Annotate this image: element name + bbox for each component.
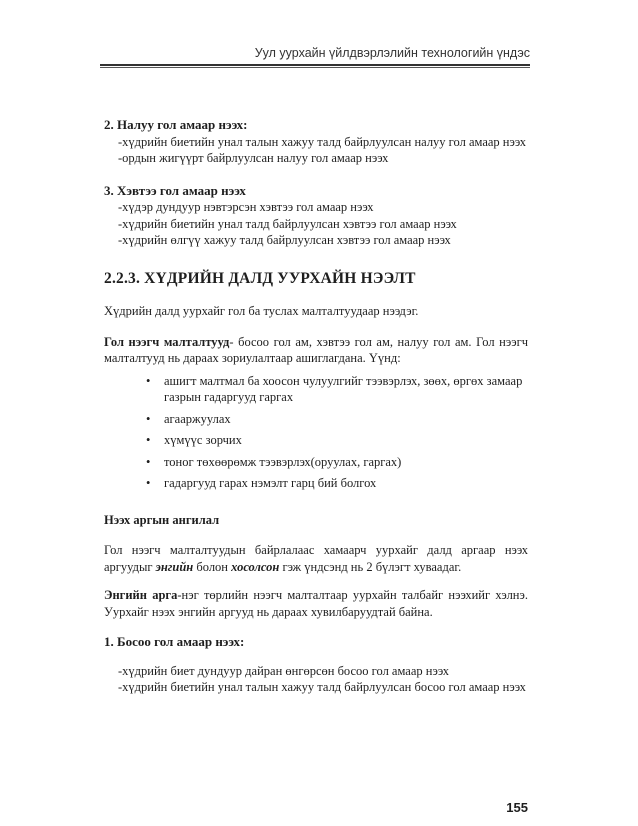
page-content (104, 117, 528, 696)
simple-method-text: -нэг төрлийн нээгч малталтаар уурхайн талбайг нээхийг хэлнэ. Уурхайг нээх энгийн аргууд нь дараах хувилбаруудтай байна. (104, 588, 528, 619)
vertical-shaft-heading: 1. Босоо гол амаар нээх: (104, 634, 245, 649)
list-item-text: агааржуулах (164, 411, 231, 426)
methods-text: Гол нээгч малталтуудын байрлалаас хамаарч уурхайг далд аргаар нээх аргуудыг (104, 543, 528, 574)
list-item-text: тоног төхөөрөмж тээвэрлэх(оруулах, гаргах) (164, 454, 402, 469)
bullet-icon: • (146, 373, 151, 388)
list-item (146, 475, 528, 492)
header-rule (100, 64, 530, 66)
section-heading-horizontal-adit: 3. Хэвтээ гол амаар нээх (104, 182, 246, 198)
methods-text: гэж үндсэнд нь 2 бүлэгт хуваадаг. (279, 559, 462, 574)
methods-heading: Нээх аргын ангилал (104, 512, 220, 527)
intro-paragraph: Хүдрийн далд уурхайг гол ба туслах малталтуудаар нээдэг. (104, 304, 419, 318)
section-heading-223: 2.2.3. ХҮДРИЙН ДАЛД УУРХАЙН НЭЭЛТ (104, 269, 416, 287)
list-item (146, 411, 528, 428)
section-heading-inclined-adit: 2. Налуу гол амаар нээх: (104, 117, 248, 132)
simple-method-term: Энгийн арга (104, 588, 178, 602)
list-item-text: ашигт малтмал ба хоосон чулуулгийг тээвэрлэх, зөөх, өргөх замаар газрын гадаргууд гаргах (164, 373, 523, 404)
list-item (146, 454, 528, 471)
bullet-icon: • (146, 433, 151, 447)
list-item-text: гадаргууд гарах нэмэлт гарц бий болгох (164, 476, 377, 490)
list-item (146, 373, 528, 406)
main-openings-paragraph (104, 334, 528, 367)
main-openings-term: Гол нээгч малталтууд (104, 334, 230, 349)
running-header: Уул уурхайн үйлдвэрлэлийн технологийн үндэс (254, 46, 530, 60)
list-line: -хүдрийн биетийн унал талын хажуу талд байрлуулсан босоо гол амаар нээх (118, 680, 526, 694)
list-line: -хүдрийн биетийн унал талд байрлуулсан хэвтээ гол амаар нээх (118, 216, 457, 231)
bullet-icon: • (146, 476, 151, 490)
bullet-icon: • (146, 454, 151, 469)
list-line: -хүдрийн биетийн унал талын хажуу талд байрлуулсан налуу гол амаар нээх (118, 134, 526, 149)
list-line: -ордын жигүүрт байрлуулсан налуу гол амаар нээх (118, 151, 389, 165)
term-combined: хосолсон (231, 559, 280, 574)
list-line: -хүдрийн биет дундуур дайран өнгөрсөн босоо гол амаар нээх (118, 663, 449, 678)
main-openings-text: - босоо гол ам, хэвтээ гол ам, налуу гол ам. Гол нээгч малталтууд нь дараах зориулалтаар ашиглагдана. Үүнд: (104, 334, 528, 365)
list-item (146, 432, 528, 449)
list-line: -хүдрийн өлгүү хажуу талд байрлуулсан хэвтээ гол амаар нээх (118, 233, 451, 247)
bullet-icon: • (146, 411, 151, 426)
methods-paragraph (104, 542, 528, 575)
list-item-text: хүмүүс зорчих (164, 433, 242, 447)
purpose-list (104, 373, 528, 492)
page-number: 155 (506, 800, 528, 815)
list-line: -хүдэр дундуур нэвтэрсэн хэвтээ гол амаар нээх (118, 200, 374, 214)
simple-method-paragraph (104, 587, 528, 620)
term-simple: энгийн (155, 559, 194, 574)
header-rule-secondary (100, 67, 530, 68)
methods-text: болон (193, 559, 232, 574)
